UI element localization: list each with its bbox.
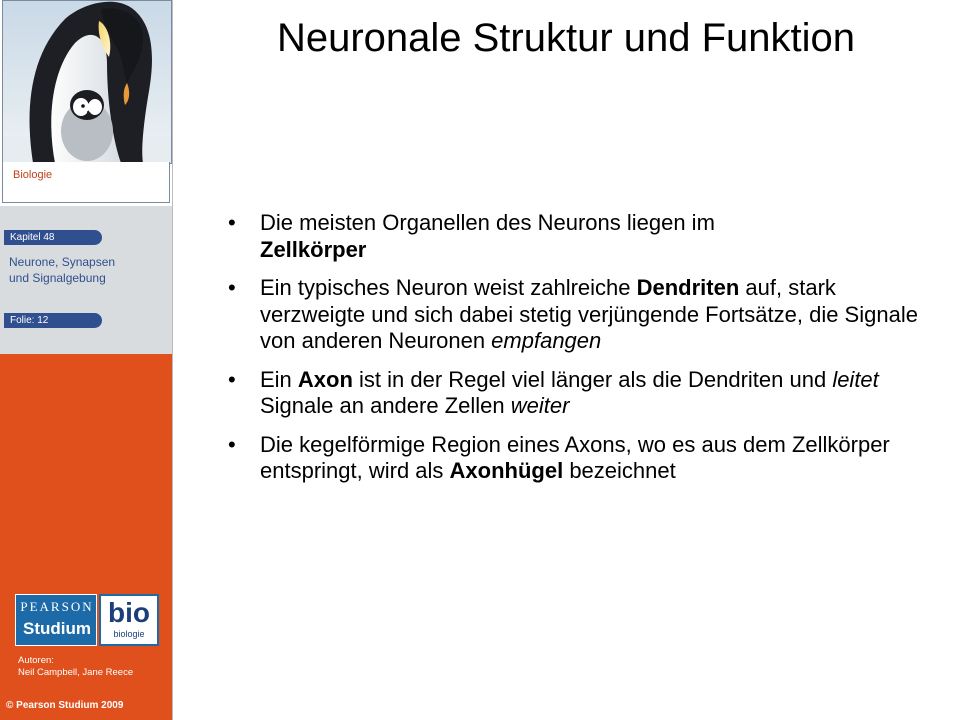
term-axon: Axon <box>297 366 353 392</box>
bullet-marker: • <box>228 431 236 457</box>
slide-title: Neuronale Struktur und Funktion <box>276 16 856 60</box>
emperor-penguin-photo <box>2 0 172 164</box>
pearson-studium-bio-logo <box>15 594 159 646</box>
chapter-badge: Kapitel 48 <box>4 230 102 245</box>
slide-number-badge: Folie: 12 <box>4 313 102 328</box>
term-axonhuegel: Axonhügel <box>449 458 564 483</box>
term-dendriten: Dendriten <box>636 275 740 300</box>
logo-imprint: Studium <box>23 619 91 638</box>
sidebar <box>0 0 173 720</box>
logo-publisher: PEARSON <box>20 599 94 614</box>
chapter-title-line-2: und Signalgebung <box>9 271 106 285</box>
bullet-marker: • <box>228 366 236 392</box>
term-empfangen: empfangen <box>491 328 602 353</box>
term-leitet: leitet <box>832 366 879 392</box>
bullet-marker: • <box>228 275 236 300</box>
term-zellkoerper: Zellkörper <box>260 236 367 262</box>
authors-names: Neil Campbell, Jane Reece <box>18 667 134 678</box>
copyright-notice: © Pearson Studium 2009 <box>6 700 124 711</box>
logo-brand: bio <box>108 597 150 628</box>
logo-brand-sub: biologie <box>113 629 145 639</box>
bullet-item: • Die kegelförmige Region eines Axons, wo es aus dem Zellkörper entspringt, wird als Axonhügel bezeichnet <box>228 431 890 483</box>
term-weiter: weiter <box>510 393 570 418</box>
bullet-list <box>222 210 922 497</box>
authors-credit <box>18 655 133 679</box>
penguin-illustration <box>3 1 171 163</box>
authors-label: Autoren: <box>18 655 54 666</box>
bullet-item: • Ein typisches Neuron weist zahlreiche Dendriten auf, stark verzweigte und sich dabei stetig verjüngende Fortsätze, die Signale von anderen Neuronen empfangen <box>228 275 918 353</box>
bullet-item: • Die meisten Organellen des Neurons liegen im Zellkörper <box>228 210 715 262</box>
book-label: Biologie <box>13 169 53 181</box>
chapter-title-line-1: Neurone, Synapsen <box>9 255 116 269</box>
book-label-box <box>2 162 170 203</box>
bullet-item: • Ein Axon ist in der Regel viel länger als die Dendriten und leitet Signale an andere Zellen weiter <box>228 366 879 418</box>
pearson-logo-block <box>15 594 97 646</box>
bio-logo-block <box>99 594 159 646</box>
bullet-marker: • <box>228 210 236 235</box>
chapter-title <box>9 254 169 286</box>
